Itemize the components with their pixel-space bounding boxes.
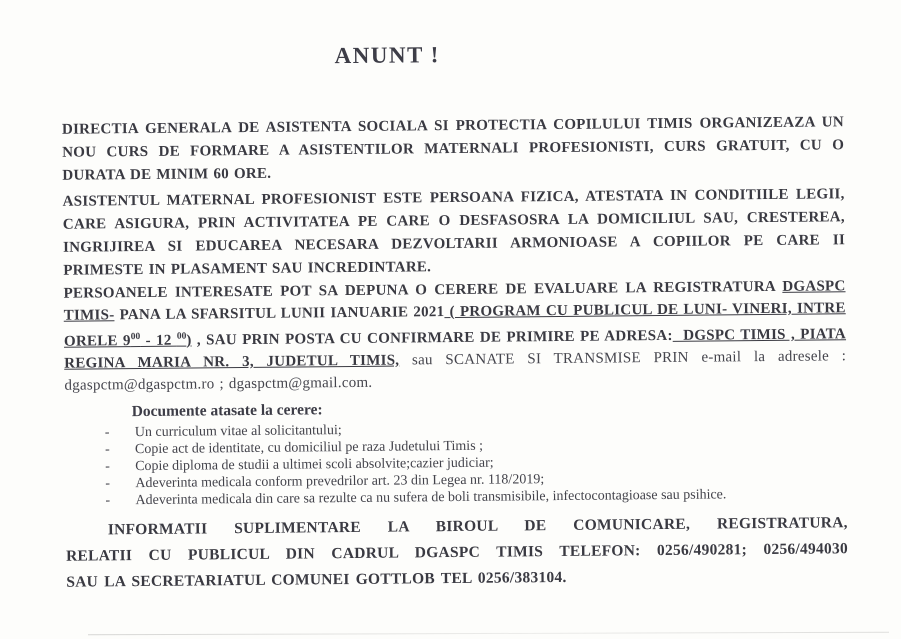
list-dash-marker: - xyxy=(104,425,110,441)
superscript-minutes: 00 xyxy=(176,331,187,342)
text-segment: PANA LA SFARSITUL LUNII IANUARIE 2021 xyxy=(114,304,445,324)
text-segment: , SAU PRIN POSTA CU CONFIRMARE DE PRIMIRE PE ADRESA: xyxy=(191,327,673,349)
list-item-text: Un curriculum vitae al solicitantului; xyxy=(134,423,342,441)
paragraph-line: SAU LA SECRETARIATUL COMUNEI GOTTLOB TEL 0256/383104. xyxy=(66,568,567,591)
paragraph-line: ASISTENTUL MATERNAL PROFESIONIST ESTE PERSOANA FIZICA, ATESTATA IN CONDITIILE LEGII, xyxy=(62,186,845,210)
paragraph-line: DIRECTIA GENERALA DE ASISTENTA SOCIALA SI PROTECTIA COPILULUI TIMIS ORGANIZEAZA UN xyxy=(61,114,844,138)
document-content xyxy=(61,0,849,596)
text-segment: ORELE 9 xyxy=(63,333,131,350)
underlined-schedule-text xyxy=(64,333,192,350)
superscript-minutes: 00 xyxy=(130,332,141,343)
paragraph-line: INFORMATII SUPLIMENTARE LA BIROUL DE COMUNICARE, REGISTRATURA, xyxy=(107,514,848,539)
underlined-text: DGASPC xyxy=(782,278,846,295)
underlined-text: ( PROGRAM CU PUBLICUL DE LUNI- VINERI, INTRE xyxy=(444,300,846,321)
list-dash-marker: - xyxy=(105,493,111,509)
email-addresses-text: dgaspctm@dgaspctm.ro ; dgaspctm@gmail.com. xyxy=(64,374,373,394)
paragraph-contact-info xyxy=(66,510,849,596)
scan-artifact-line xyxy=(88,632,889,636)
list-dash-marker: - xyxy=(105,476,111,492)
list-dash-marker: - xyxy=(104,442,110,458)
text-segment: sau SCANATE SI TRANSMISE PRIN e-mail la adresele : xyxy=(399,348,847,369)
document-title: ANUNT ! xyxy=(334,42,441,69)
paragraph-line: CARE ASIGURA, PRIN ACTIVITATEA PE CARE O DESFASOSRA LA DOMICILIUL SAU, CRESTEREA, xyxy=(62,209,845,233)
text-segment: PERSOANELE INTERESATE POT SA DEPUNA O CERERE DE EVALUARE LA REGISTRATURA xyxy=(63,278,783,302)
list-dash-marker: - xyxy=(105,459,110,475)
text-segment: ) xyxy=(186,332,192,349)
list-item-text: Copie act de identitate, cu domiciliul pe raza Judetului Timis ; xyxy=(134,438,484,458)
list-item-text: Adeverinta medicala din care sa rezulte ca nu sufera de boli transmisibile, infectocontagioase sau psihice. xyxy=(135,487,727,509)
underlined-address-text: REGINA MARIA NR. 3, JUDETUL TIMIS, xyxy=(64,352,400,372)
list-item-text: Adeverinta medicala conform prevedrilor art. 23 din Legea nr. 118/2019; xyxy=(135,472,545,492)
paragraph-line: PRIMESTE IN PLASAMENT SAU INCREDINTARE. xyxy=(63,259,432,279)
text-segment: - 12 xyxy=(140,332,177,350)
paragraph-line: DURATA DE MINIM 60 ORE. xyxy=(62,165,272,184)
paragraph-line: RELATII CU PUBLICUL DIN CADRUL DGASPC TIMIS TELEFON: 0256/490281; 0256/494030 xyxy=(65,540,849,565)
paragraph-line: NOU CURS DE FORMARE A ASISTENTILOR MATERNALI PROFESIONISTI, CURS GRATUIT, CU O xyxy=(62,137,845,161)
paragraph-application-instructions xyxy=(63,275,846,397)
paragraph-course-announcement xyxy=(62,111,845,188)
paragraph-line: INGRIJIREA SI EDUCAREA NECESARA DEZVOLTARII ARMONIOASE A COPIILOR PE CARE II xyxy=(63,232,846,256)
underlined-text: TIMIS- xyxy=(63,307,115,324)
list-item-text: Copie diploma de studii a ultimei scoli absolvite;cazier judiciar; xyxy=(135,455,494,475)
underlined-address-text: DGSPC TIMIS , PIATA xyxy=(672,326,847,344)
attached-documents-list xyxy=(65,417,848,510)
attached-documents-heading: Documente atasate la cerere: xyxy=(131,401,323,421)
paragraph-maternal-assistant-definition xyxy=(63,183,846,283)
